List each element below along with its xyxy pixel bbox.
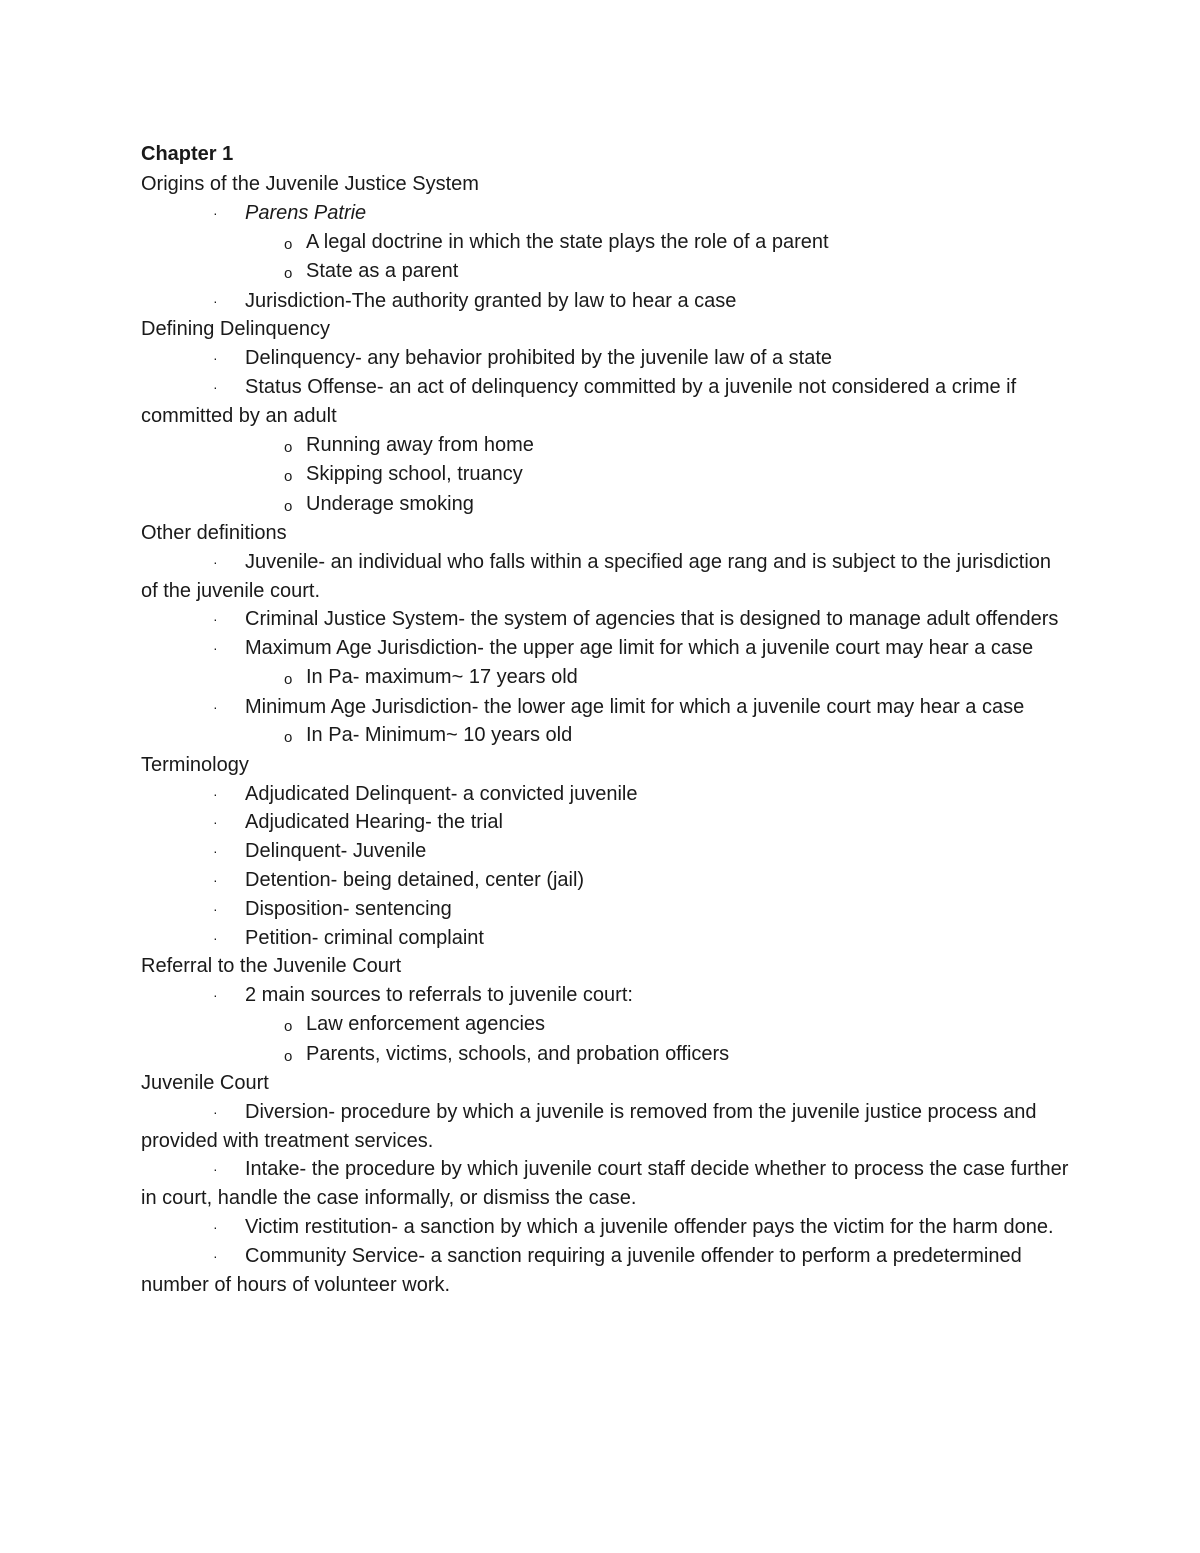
list-item-text: Petition- criminal complaint (245, 926, 484, 949)
sub-list-item-text: In Pa- Minimum~ 10 years old (306, 724, 573, 747)
list-item (141, 780, 1071, 809)
list-item-text: Parens Patrie (245, 201, 367, 224)
list-item (141, 287, 1071, 316)
section-heading: Other definitions (141, 522, 287, 545)
bullet-dot-icon: · (213, 640, 218, 657)
sub-list-item (141, 257, 1071, 287)
sub-list-item-text: Law enforcement agencies (306, 1013, 546, 1036)
list-item (141, 605, 1071, 634)
sub-list-item (141, 1010, 1071, 1040)
sub-list-item (141, 490, 1071, 520)
list-item (141, 866, 1071, 895)
list-item (141, 1098, 1071, 1156)
list-item (141, 1155, 1071, 1213)
list-item-text: Intake- the procedure by which juvenile court staff decide whether to process the case further in court, handle the case informally, or dismiss the case. (141, 1158, 1069, 1210)
list-item-text: 2 main sources to referrals to juvenile court: (245, 984, 633, 1007)
list-item (141, 1213, 1071, 1242)
bullet-circle-icon: o (284, 438, 293, 456)
bullet-dot-icon: · (213, 611, 218, 628)
list-item (141, 808, 1071, 837)
section-heading: Juvenile Court (141, 1072, 269, 1095)
bullet-dot-icon: · (213, 1247, 218, 1264)
sub-list-item (141, 228, 1071, 258)
list-item (141, 344, 1071, 373)
bullet-dot-icon: · (213, 204, 218, 221)
list-item (141, 981, 1071, 1010)
list-item-text: Adjudicated Delinquent- a convicted juvenile (245, 782, 638, 805)
section-heading: Origins of the Juvenile Justice System (141, 173, 479, 195)
bullet-circle-icon: o (284, 729, 293, 747)
bullet-dot-icon: · (213, 1103, 218, 1120)
list-item-text: Adjudicated Hearing- the trial (245, 811, 503, 834)
list-item-text: Status Offense- an act of delinquency committed by a juvenile not considered a crime if committed by an adult (141, 375, 1017, 427)
bullet-dot-icon: · (213, 350, 218, 367)
section-heading: Referral to the Juvenile Court (141, 955, 402, 978)
bullet-dot-icon: · (213, 900, 218, 917)
list-item (141, 548, 1071, 606)
list-item-text: Minimum Age Jurisdiction- the lower age limit for which a juvenile court may hear a case (245, 695, 1025, 718)
list-item-text: Criminal Justice System- the system of agencies that is designed to manage adult offenders (245, 608, 1059, 631)
document-body (141, 170, 1071, 1299)
bullet-dot-icon: · (213, 843, 218, 860)
bullet-circle-icon: o (284, 235, 293, 253)
bullet-dot-icon: · (213, 378, 218, 395)
bullet-dot-icon: · (213, 872, 218, 889)
list-item (141, 895, 1071, 924)
sub-list-item (141, 721, 1071, 751)
list-item (141, 837, 1071, 866)
sub-list-item (141, 431, 1071, 461)
bullet-dot-icon: · (213, 292, 218, 309)
sub-list-item (141, 1040, 1071, 1070)
list-item-text: Maximum Age Jurisdiction- the upper age limit for which a juvenile court may hear a case (245, 637, 1034, 660)
bullet-dot-icon: · (213, 553, 218, 570)
list-item (141, 199, 1071, 228)
bullet-circle-icon: o (284, 1047, 293, 1065)
list-item-text: Delinquent- Juvenile (245, 840, 427, 863)
bullet-dot-icon: · (213, 814, 218, 831)
bullet-circle-icon: o (284, 497, 293, 515)
bullet-circle-icon: o (284, 671, 293, 689)
bullet-dot-icon: · (213, 1219, 218, 1236)
page-title: Chapter 1 (141, 143, 234, 165)
bullet-dot-icon: · (213, 785, 218, 802)
list-item (141, 924, 1071, 953)
list-item-text: Community Service- a sanction requiring a juvenile offender to perform a predetermined number of hours of volunteer work. (141, 1244, 1022, 1296)
section-heading: Terminology (141, 753, 249, 776)
bullet-circle-icon: o (284, 1018, 293, 1036)
sub-list-item-text: Underage smoking (306, 492, 474, 515)
sub-list-item-text: State as a parent (306, 260, 459, 283)
list-item (141, 634, 1071, 663)
list-item (141, 693, 1071, 722)
bullet-circle-icon: o (284, 265, 293, 283)
bullet-dot-icon: · (213, 929, 218, 946)
list-item (141, 1242, 1071, 1300)
bullet-dot-icon: · (213, 1161, 218, 1178)
section-heading: Defining Delinquency (141, 318, 331, 341)
list-item-text: Disposition- sentencing (245, 897, 452, 920)
sub-list-item (141, 460, 1071, 490)
list-item-text: Victim restitution- a sanction by which a juvenile offender pays the victim for the harm done. (245, 1216, 1054, 1239)
list-item-text: Juvenile- an individual who falls within a specified age rang and is subject to the jurisdiction of the juvenile court. (141, 550, 1052, 602)
document-page (141, 140, 1071, 1299)
list-item (141, 373, 1071, 431)
bullet-dot-icon: · (213, 698, 218, 715)
sub-list-item-text: Parents, victims, schools, and probation officers (306, 1042, 730, 1065)
list-item-text: Delinquency- any behavior prohibited by the juvenile law of a state (245, 347, 833, 370)
sub-list-item-text: A legal doctrine in which the state plays the role of a parent (306, 230, 829, 253)
sub-list-item-text: Running away from home (306, 433, 534, 456)
list-item-text: Diversion- procedure by which a juvenile is removed from the juvenile justice process and provided with treatment services. (141, 1100, 1037, 1152)
bullet-circle-icon: o (284, 468, 293, 486)
sub-list-item-text: In Pa- maximum~ 17 years old (306, 666, 578, 689)
sub-list-item (141, 663, 1071, 693)
list-item-text: Detention- being detained, center (jail) (245, 869, 585, 892)
list-item-text: Jurisdiction-The authority granted by law to hear a case (245, 289, 737, 312)
bullet-dot-icon: · (213, 987, 218, 1004)
sub-list-item-text: Skipping school, truancy (306, 463, 523, 486)
